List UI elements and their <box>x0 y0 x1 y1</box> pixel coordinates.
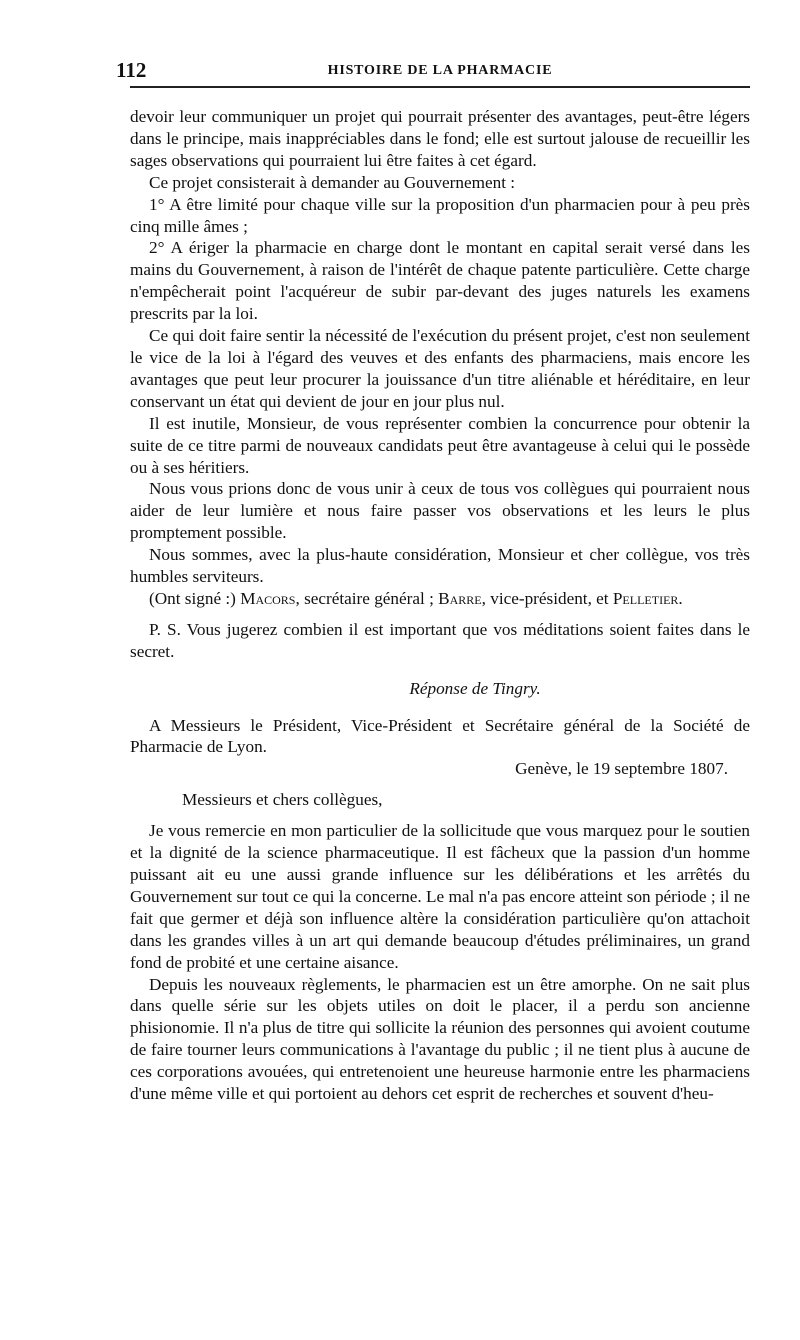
reply-salutation: Messieurs et chers collègues, <box>182 790 383 810</box>
page-header <box>116 56 750 88</box>
paragraph-continuation: devoir leur communiquer un projet qui pourrait présenter des avantages, peut-être légers dans le principe, mais inappréciables dans le fond; elle est surtout jalouse de recueillir les sages observations qui pourraient lui être faites à cet égard. <box>130 107 750 170</box>
signature-barre-role: , vice-président, et <box>481 588 609 608</box>
reply-paragraph: Je vous remercie en mon particulier de la sollicitude que vous marquez pour le soutien et la dignité de la science pharmaceutique. Il est fâcheux que la passion d'un homme puissant ait eu une aussi grande influence sur les délibérations et les arrêtés du Gouvernement sur tout ce qui la concerne. Le mal n'a pas encore atteint son période ; il ne fait que germer et déjà son influence altère la considération particulière qu'on attachoit dans les grandes villes à un art qui demande beaucoup d'études préliminaires, un grand fond de probité et une certaine aisance. <box>130 821 750 972</box>
reply-place-date: Genève, le 19 septembre 1807. <box>515 759 728 779</box>
signature-barre: Barre <box>438 588 482 608</box>
paragraph-point-2: 2° A ériger la pharmacie en charge dont le montant en capital serait versé dans les mains du Gouvernement, à raison de l'intérêt de chaque patente particulière. Cette charge n'empêcherait point l'acquéreur de subir par-devant des juges naturels les examens prescrits par la loi. <box>130 238 750 324</box>
page-number: 112 <box>116 58 147 82</box>
running-title: HISTOIRE DE LA PHARMACIE <box>327 63 553 78</box>
paragraph-necessity: Ce qui doit faire sentir la nécessité de l'exécution du présent projet, c'est non seulement le vice de la loi à l'égard des veuves et des enfants des pharmaciens, mais encore les avantages que peut leur procurer la jouissance d'un titre aliénable et héréditaire, en leur conservant un état qui devient de jour en jour plus nul. <box>130 326 750 411</box>
signature-macors-role: , secrétaire général ; <box>295 588 434 608</box>
signature-macors: Macors <box>240 588 296 608</box>
paragraph-project-intro: Ce projet consisterait à demander au Gouvernement : <box>149 172 516 192</box>
paragraph-request: Nous vous prions donc de vous unir à ceux de tous vos collègues qui pourraient nous aider de leur lumière et nous faire passer vos observations et les leurs le plus promptement possible. <box>130 479 750 543</box>
reply-paragraph: Depuis les nouveaux règlements, le pharmacien est un être amorphe. On ne sait plus dans quelle série sur les objets utiles on doit le placer, il a perdu son ancienne phisionomie. Il n'a plus de titre qui sollicite la réunion des personnes qui avoient coutume de faire tourner leurs communications à l'avantage du public ; il ne tient plus à aucune de ces corporations avouées, qui entretenoient une heureuse harmonie entre les pharmaciens d'une même ville et qui portoient au dehors cet esprit de recherches et souvent d'heu- <box>130 974 750 1104</box>
reply-title: Réponse de Tingry. <box>409 678 541 698</box>
document-page <box>116 56 750 1105</box>
paragraph-closing: Nous sommes, avec la plus-haute considération, Monsieur et cher collègue, vos très humbles serviteurs. <box>130 545 750 587</box>
postscript: P. S. Vous jugerez combien il est important que vos méditations soient faites dans le secret. <box>130 619 750 661</box>
signatures-line <box>130 588 750 610</box>
signatures-end: . <box>678 588 683 608</box>
paragraph-point-1: 1° A être limité pour chaque ville sur la proposition d'un pharmacien pour à peu près cinq mille âmes ; <box>130 194 750 236</box>
reply-addressee: A Messieurs le Président, Vice-Président et Secrétaire général de la Société de Pharmacie de Lyon. <box>130 715 750 757</box>
paragraph-competition: Il est inutile, Monsieur, de vous représenter combien la concurrence pour obtenir la suite de ce titre parmi de nouveaux candidats peut être avantageuse à celui qui le possède ou à ses héritiers. <box>130 413 750 477</box>
body-text <box>130 106 750 1105</box>
signature-pelletier: Pelletier <box>612 588 679 608</box>
signatures-prefix: (Ont signé :) <box>149 588 236 608</box>
